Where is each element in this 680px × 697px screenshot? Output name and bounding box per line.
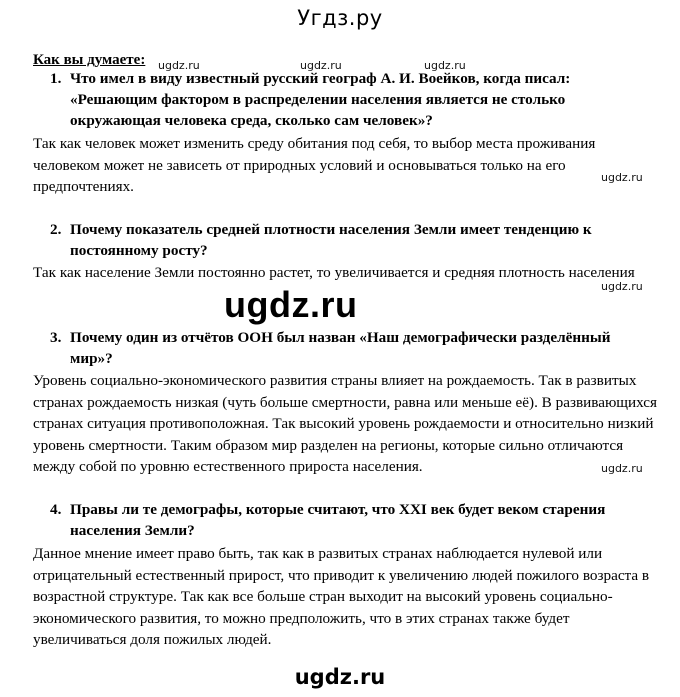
answer-4: Данное мнение имеет право быть, так как в развитых странах наблюдается нулевой или отрицательный естественный прирост, что приводит к увеличению людей пожилого возраста в возрастной структуре. Так как все больше стран выходит на высокий уровень социально-экономического развития, то можно предположить, что в этих странах также будет увеличиваться доля пожилых людей. <box>33 545 650 648</box>
footer-logo: ugdz.ru <box>294 665 386 689</box>
question-4 <box>50 499 646 541</box>
question-number: 3. <box>50 329 62 346</box>
question-2 <box>50 219 646 261</box>
watermark-small: ugdz.ru <box>601 171 643 184</box>
question-text: Почему показатель средней плотности населения Земли имеет тенденцию к постоянному росту? <box>70 221 592 259</box>
question-3 <box>50 327 646 369</box>
section-heading: Как вы думаете: <box>33 52 146 68</box>
question-number: 4. <box>50 501 62 518</box>
watermark-small: ugdz.ru <box>424 59 466 72</box>
answer-2: Так как население Земли постоянно растет, то увеличивается и средняя плотность населения <box>33 264 635 281</box>
watermark-small: ugdz.ru <box>601 462 643 475</box>
answer-3: Уровень социально-экономического развития страны влияет на рождаемость. Так в развитых странах рождаемость низкая (чуть больше смертности, равна или меньше её). В развивающихся странах ситуация противоположная. Так высокий уровень рождаемости и относительно низкий уровень смертности. Таким образом мир разделен на регионы, которые сильно отличаются между собой по уровню естественного прироста населения. <box>33 372 658 475</box>
answer-1: Так как человек может изменить среду обитания под себя, то выбор места проживания человеком может не зависеть от природных условий и основываться только на его предпочтениях. <box>33 135 596 195</box>
question-text: Что имел в виду известный русский географ А. И. Воейков, когда писал: «Решающим фактором в распределении населения является не столько окружающая человека среда, сколько сам человек»? <box>70 70 571 129</box>
question-text: Правы ли те демографы, которые считают, что XXI век будет веком старения населения Земли? <box>70 501 606 539</box>
question-1 <box>50 68 646 131</box>
watermark-small: ugdz.ru <box>158 59 200 72</box>
site-title: Угдз.ру <box>297 6 383 30</box>
question-text: Почему один из отчётов ООН был назван «Наш демографически разделённый мир»? <box>70 329 611 367</box>
question-number: 2. <box>50 221 62 238</box>
watermark-small: ugdz.ru <box>300 59 342 72</box>
watermark-large: ugdz.ru <box>224 284 358 325</box>
question-number: 1. <box>50 70 62 87</box>
watermark-small: ugdz.ru <box>601 280 643 293</box>
